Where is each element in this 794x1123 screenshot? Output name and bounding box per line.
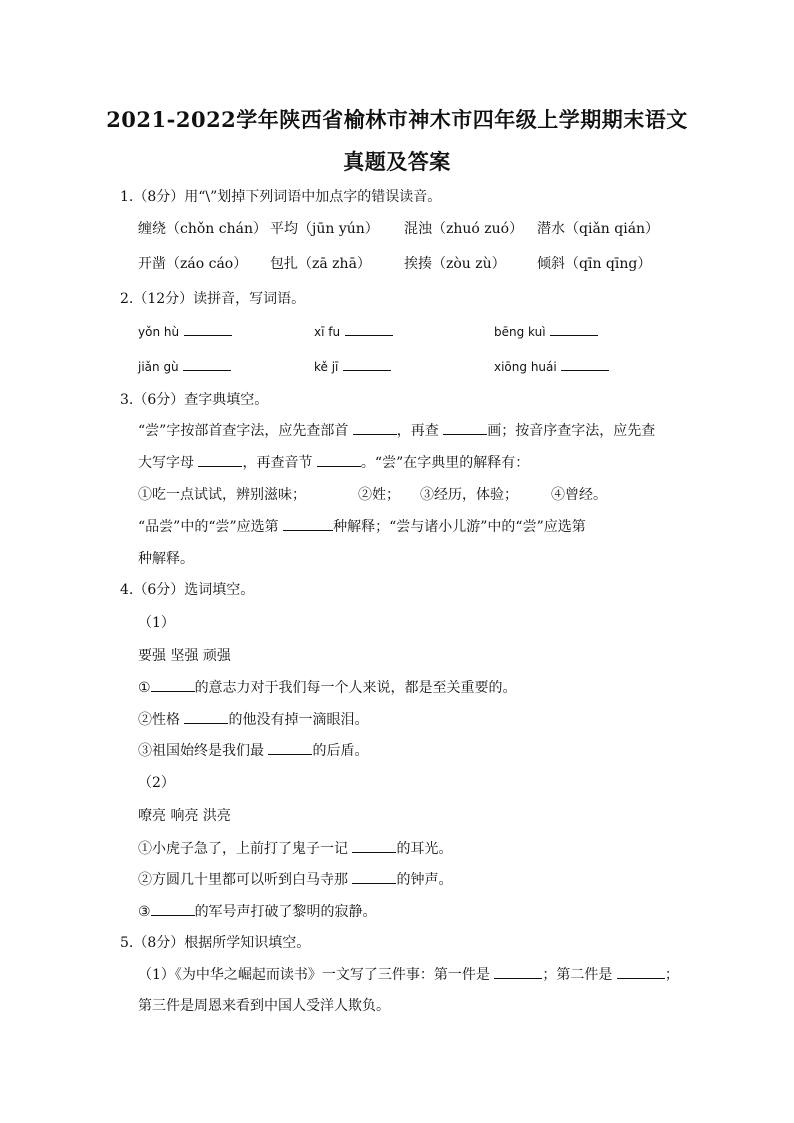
- text: 。“尝”在字典里的解释有：: [360, 455, 530, 471]
- q3-stem: 3.（6分）查字典填空。: [120, 392, 269, 408]
- answer-blank[interactable]: [343, 358, 391, 371]
- pinyin: xiōng huái: [494, 360, 557, 374]
- q3-line1: [138, 422, 655, 440]
- q1-item: 倾斜（qīn qīng）: [537, 256, 652, 272]
- q4-sentence: [138, 840, 452, 858]
- q5-line1: [138, 966, 679, 984]
- answer-blank[interactable]: [151, 903, 195, 916]
- answer-blank[interactable]: [353, 422, 397, 435]
- pinyin: yǒn hù: [138, 325, 180, 339]
- text: 画；按音序查字法，应先查: [487, 423, 656, 439]
- text: ②方圆几十里都可以听到白马寺那: [138, 872, 348, 888]
- answer-blank[interactable]: [345, 323, 393, 336]
- q4-part1-label: （1）: [138, 615, 175, 631]
- q1-item: 开凿（záo cáo）: [138, 256, 248, 272]
- answer-blank[interactable]: [151, 679, 195, 692]
- answer-blank[interactable]: [443, 422, 487, 435]
- text: 的意志力对于我们每一个人来说，都是至关重要的。: [194, 680, 517, 696]
- text: 种解释；“尝与诸小儿游”中的“尝”应选第: [333, 519, 586, 535]
- q2-item: [494, 358, 609, 376]
- answer-blank[interactable]: [198, 454, 242, 467]
- answer-blank[interactable]: [268, 742, 312, 755]
- text: 的钟声。: [396, 872, 453, 888]
- answer-blank[interactable]: [352, 840, 396, 853]
- text: 大写字母: [138, 455, 194, 471]
- q3-definition: ③经历，体验；: [420, 487, 518, 503]
- text: ；: [664, 967, 679, 983]
- q4-sentence: [138, 679, 517, 697]
- q1-item: 挨揍（zòu zù）: [404, 256, 506, 272]
- text: ③: [138, 904, 151, 920]
- q3-line5: 种解释。: [138, 551, 194, 567]
- q3-definition: ①吃一点试试，辨别滋味；: [138, 487, 306, 503]
- q1-stem: 1.（8分）用“\”划掉下列词语中加点字的错误读音。: [120, 189, 442, 205]
- q2-item: [138, 323, 232, 341]
- q2-item: [314, 323, 393, 341]
- page-title-line1: 2021-2022学年陕西省榆林市神木市四年级上学期期末语文: [106, 107, 688, 132]
- answer-blank[interactable]: [184, 711, 228, 724]
- text: ①小虎子急了，上前打了鬼子一记: [138, 841, 348, 857]
- text: 的军号声打破了黎明的寂静。: [194, 904, 377, 920]
- q4-sentence: [138, 871, 452, 889]
- q4-sentence: [138, 711, 368, 729]
- pinyin: kě jī: [314, 360, 339, 374]
- q4-word-bank-2: 嘹亮 响亮 洪亮: [138, 808, 231, 824]
- q2-item: [138, 358, 231, 376]
- text: “品尝”中的“尝”应选第: [138, 519, 279, 535]
- page-title-line2: 真题及答案: [343, 149, 451, 174]
- text: ，再查音节: [242, 455, 313, 471]
- answer-blank[interactable]: [494, 966, 542, 979]
- answer-blank[interactable]: [561, 358, 609, 371]
- q2-item: [494, 323, 598, 341]
- text: 的他没有掉一滴眼泪。: [228, 712, 369, 728]
- q2-stem: 2.（12分）读拼音，写词语。: [120, 291, 306, 307]
- q4-sentence: [138, 742, 368, 760]
- q3-line2: [138, 454, 529, 472]
- q3-line4: [138, 518, 586, 536]
- q1-item: 混浊（zhuó zuó）: [404, 221, 524, 237]
- text: ，再查: [396, 423, 439, 439]
- text: 的耳光。: [396, 841, 453, 857]
- q1-item: 缠绕（chǒn chán）: [138, 221, 267, 237]
- answer-blank[interactable]: [184, 323, 232, 336]
- answer-blank[interactable]: [617, 966, 665, 979]
- q4-sentence: [138, 903, 377, 921]
- text: ；第二件是: [542, 967, 613, 983]
- text: ②性格: [138, 712, 180, 728]
- q4-stem: 4.（6分）选词填空。: [120, 582, 255, 598]
- q1-item: 平均（jūn yún）: [270, 221, 379, 237]
- answer-blank[interactable]: [283, 518, 333, 531]
- answer-blank[interactable]: [550, 323, 598, 336]
- pinyin: xī fu: [314, 325, 341, 339]
- answer-blank[interactable]: [352, 871, 396, 884]
- answer-blank[interactable]: [317, 454, 361, 467]
- pinyin: jiǎn gù: [138, 360, 179, 374]
- q4-part2-label: （2）: [138, 775, 175, 791]
- q4-word-bank-1: 要强 坚强 顽强: [138, 648, 231, 664]
- text: （1）《为中华之崛起而读书》一文写了三件事：第一件是: [138, 967, 490, 983]
- text: ①: [138, 680, 151, 696]
- answer-blank[interactable]: [183, 358, 231, 371]
- q1-item: 包扎（zā zhā）: [270, 256, 371, 272]
- text: 的后盾。: [312, 743, 369, 759]
- pinyin: bēng kuì: [494, 325, 546, 339]
- q1-item: 潜水（qiǎn qián）: [537, 221, 660, 237]
- text: “尝”字按部首查字法，应先查部首: [138, 423, 349, 439]
- q3-definition: ②姓；: [358, 487, 400, 503]
- q5-stem: 5.（8分）根据所学知识填空。: [120, 935, 311, 951]
- q2-item: [314, 358, 391, 376]
- text: ③祖国始终是我们最: [138, 743, 264, 759]
- q5-line2: 第三件是周恩来看到中国人受洋人欺负。: [138, 998, 390, 1014]
- q3-definition: ④曾经。: [551, 487, 607, 503]
